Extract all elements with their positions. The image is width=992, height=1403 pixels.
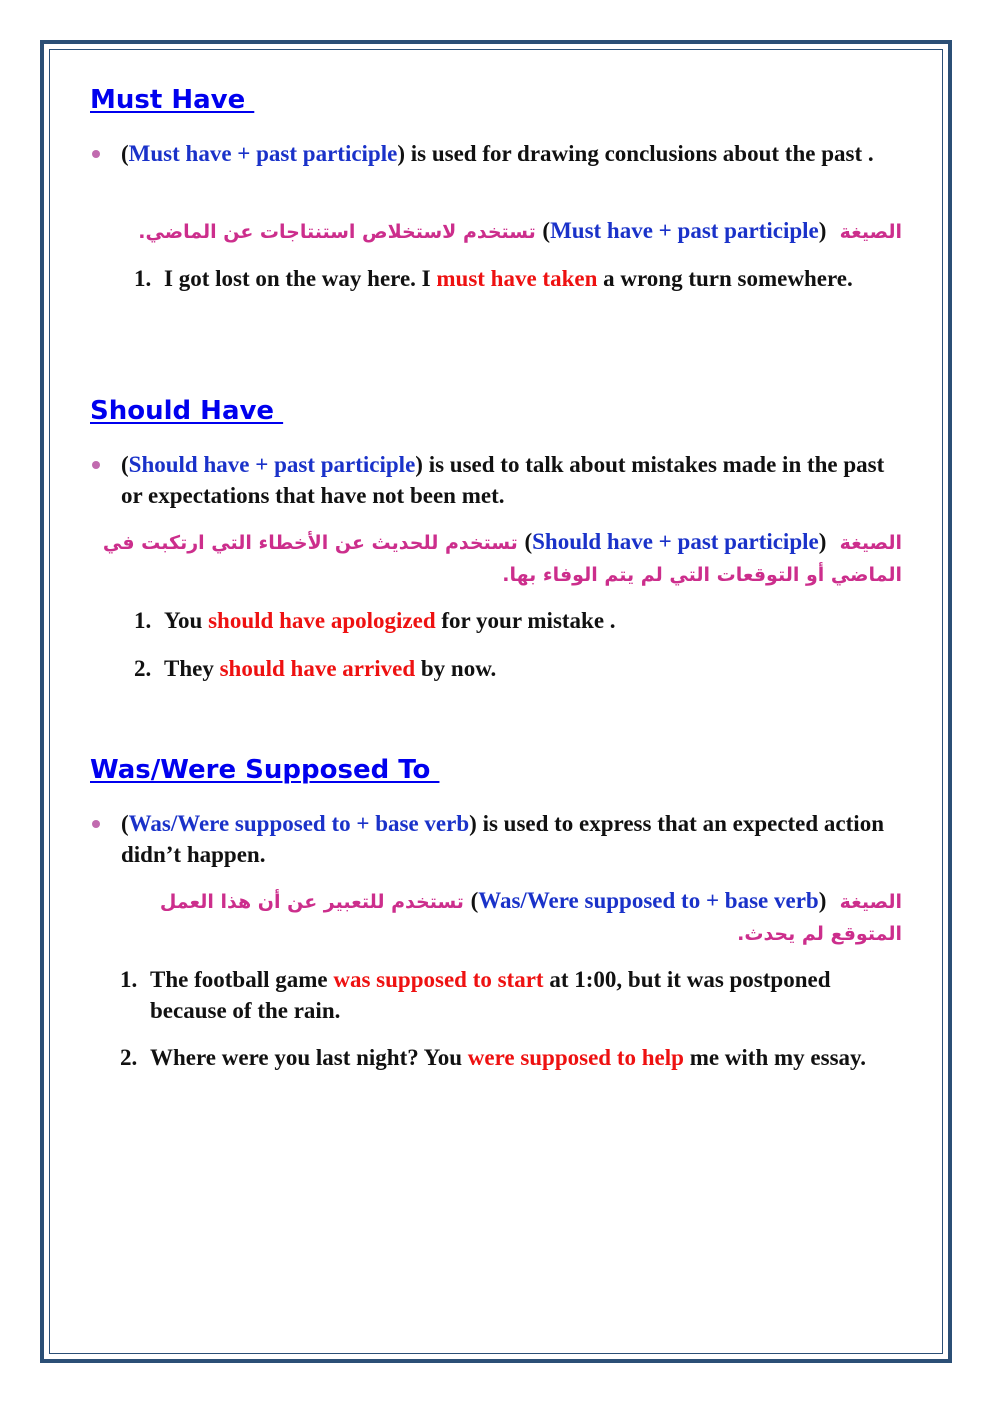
example-highlight: should have apologized bbox=[208, 608, 436, 633]
section-title-should-have: Should Have bbox=[90, 396, 284, 426]
rule-description: is used for drawing conclusions about the past . bbox=[405, 141, 874, 166]
example-number: 2. bbox=[120, 1045, 138, 1070]
bullet-icon bbox=[92, 820, 100, 828]
example-number: 1. bbox=[134, 266, 152, 291]
section-title-must-have: Must Have bbox=[90, 85, 255, 115]
formula: Should have + past participle bbox=[128, 452, 416, 477]
example-item bbox=[120, 1042, 880, 1073]
example-text: I got lost on the way here. I must have taken a wrong turn somewhere. bbox=[164, 266, 853, 291]
arabic-formula: (Was/Were supposed to + base verb) bbox=[470, 888, 827, 913]
rule-bullet bbox=[90, 138, 890, 169]
example-text: The football game was supposed to start at 1:00, but it was postponed because of the rain. bbox=[150, 967, 831, 1023]
example-item bbox=[134, 263, 874, 294]
bullet-icon bbox=[92, 461, 100, 469]
example-number: 2. bbox=[134, 656, 152, 681]
example-text: You should have apologized for your mistake . bbox=[164, 608, 616, 633]
section-title-supposed-to: Was/Were Supposed To bbox=[90, 755, 440, 785]
arabic-lead: الصيغة bbox=[839, 532, 902, 554]
formula: Must have + past participle bbox=[128, 141, 398, 166]
example-highlight: should have arrived bbox=[219, 656, 416, 681]
example-number: 1. bbox=[134, 608, 152, 633]
rule-bullet bbox=[90, 449, 890, 511]
example-text: Where were you last night? You were supposed to help me with my essay. bbox=[150, 1045, 867, 1070]
example-text: They should have arrived by now. bbox=[164, 656, 497, 681]
arabic-formula: (Must have + past participle) bbox=[542, 218, 827, 243]
example-highlight: were supposed to help bbox=[467, 1045, 684, 1070]
example-number: 1. bbox=[120, 967, 138, 992]
rule-description: is used to talk about mistakes made in the past or expectations that have not been met. bbox=[121, 452, 885, 508]
arabic-explanation bbox=[90, 215, 902, 248]
example-item bbox=[134, 605, 874, 636]
example-item bbox=[134, 653, 874, 684]
arabic-description: تستخدم للحديث عن الأخطاء التي ارتكبت في الماضي أو التوقعات التي لم يتم الوفاء بها. bbox=[102, 532, 902, 586]
bullet-icon bbox=[92, 150, 100, 158]
arabic-lead: الصيغة bbox=[839, 891, 902, 913]
arabic-explanation bbox=[90, 526, 902, 591]
arabic-description: تستخدم لاستخلاص استنتاجات عن الماضي. bbox=[138, 221, 536, 243]
arabic-description: تستخدم للتعبير عن أن هذا العمل المتوقع لم يحدث. bbox=[159, 891, 902, 945]
example-highlight: must have taken bbox=[436, 266, 598, 291]
arabic-formula: (Should have + past participle) bbox=[524, 529, 827, 554]
rule-description: is used to express that an expected action didn’t happen. bbox=[121, 811, 884, 867]
rule-text: (Was/Were supposed to + base verb) is used to express that an expected action didn’t happen. bbox=[121, 811, 884, 867]
rule-text: (Must have + past participle) is used for drawing conclusions about the past . bbox=[121, 141, 874, 166]
example-item bbox=[120, 964, 880, 1026]
formula: Was/Were supposed to + base verb bbox=[128, 811, 470, 836]
rule-bullet bbox=[90, 808, 890, 870]
arabic-explanation bbox=[90, 885, 902, 950]
example-highlight: was supposed to start bbox=[333, 967, 544, 992]
arabic-lead: الصيغة bbox=[839, 221, 902, 243]
rule-text: (Should have + past participle) is used to talk about mistakes made in the past or expectations that have not been met. bbox=[121, 452, 885, 508]
